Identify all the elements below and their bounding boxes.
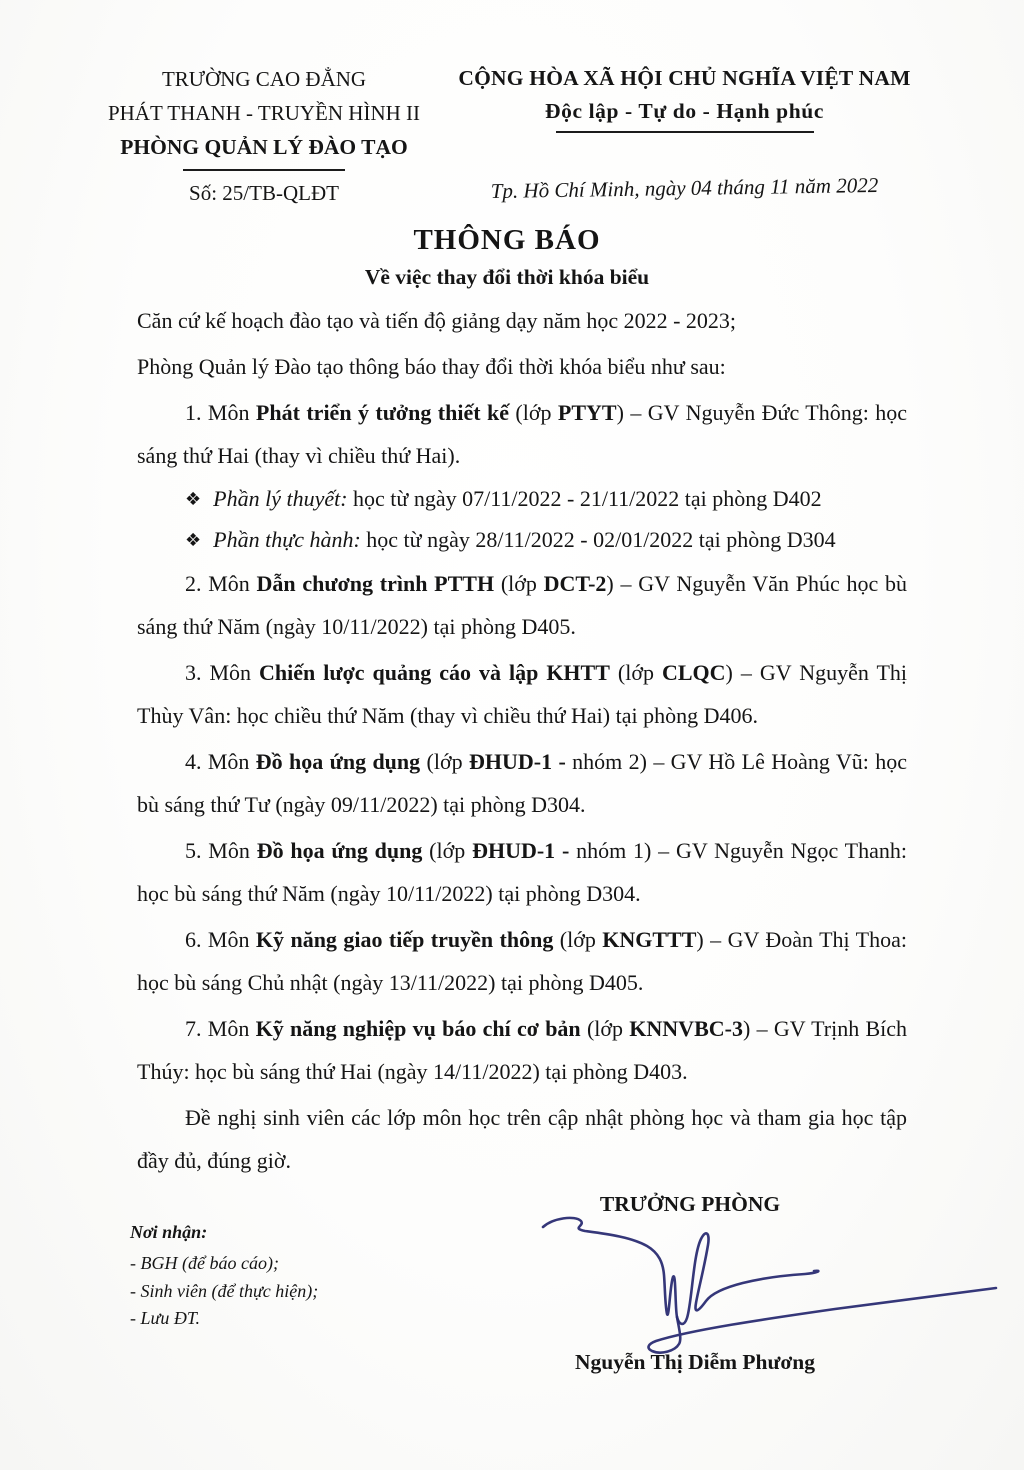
text-segment: 4. Môn: [185, 749, 256, 774]
text-segment: 3. Môn: [185, 660, 260, 685]
text-segment: (lớp: [609, 660, 662, 685]
paragraph: [137, 345, 907, 388]
text-segment: ĐHUD-1 -: [472, 838, 570, 863]
national-title: CỘNG HÒA XÃ HỘI CHỦ NGHĨA VIỆT NAM: [458, 66, 911, 90]
bullet-item: [137, 521, 907, 561]
text-segment: (lớp: [494, 571, 544, 596]
text-segment: nhóm 2) – GV Hồ Lê Hoàng Vũ: học bù sáng thứ Tư (ngày 09/11/2022) tại phòng D304.: [137, 749, 907, 817]
text-segment: Phần lý thuyết:: [213, 486, 348, 511]
place-date-line: Tp. Hồ Chí Minh, ngày 04 tháng 11 năm 2022: [490, 172, 879, 204]
text-segment: (lớp: [508, 400, 558, 425]
text-segment: 2. Môn: [185, 571, 257, 596]
paragraph: [137, 740, 907, 826]
text-segment: Phát triển ý tưởng thiết kế: [255, 400, 509, 425]
signature-stroke-upper: [543, 1218, 818, 1324]
recipient-item: - Sinh viên (để thực hiện);: [130, 1280, 319, 1301]
national-motto: Độc lập - Tự do - Hạnh phúc: [544, 99, 824, 123]
text-segment: ) – GV Nguyễn Thị Thùy Vân: học chiều thứ Năm (thay vì chiều thứ Hai) tại phòng D406.: [137, 660, 907, 728]
header-issuer-block: [90, 62, 438, 210]
motto-underline: [556, 131, 814, 133]
text-segment: Đồ họa ứng dụng: [255, 749, 421, 774]
text-segment: học từ ngày 28/11/2022 - 02/01/2022 tại phòng D304: [360, 527, 836, 552]
paragraph: [137, 562, 907, 648]
text-segment: (lớp: [420, 749, 469, 774]
document-title: THÔNG BÁO: [413, 224, 601, 256]
signature-stroke-lower: [649, 1288, 996, 1353]
recipient-item: - Lưu ĐT.: [130, 1308, 200, 1328]
text-segment: ) – GV Nguyễn Đức Thông: học sáng thứ Hai (thay vì chiều thứ Hai).: [137, 400, 908, 468]
issuer-department: PHÒNG QUẢN LÝ ĐÀO TẠO: [120, 135, 408, 159]
text-segment: 1. Môn: [185, 400, 256, 425]
text-segment: 6. Môn: [185, 927, 256, 952]
bullet-item: [137, 480, 907, 520]
issuer-underline: [183, 169, 345, 171]
title-block: [92, 221, 922, 292]
signer-name: Nguyễn Thị Diễm Phương: [574, 1350, 816, 1374]
text-segment: (lớp: [553, 927, 603, 952]
text-segment: ĐHUD-1 -: [468, 749, 566, 774]
text-segment: Phòng Quản lý Đào tạo thông báo thay đổi thời khóa biểu như sau:: [137, 354, 726, 379]
text-segment: ) – GV Trịnh Bích Thúy: học bù sáng thứ Hai (ngày 14/11/2022) tại phòng D403.: [137, 1016, 908, 1084]
paragraph: [137, 391, 907, 477]
paragraph: [137, 299, 907, 342]
document-subtitle: Về việc thay đổi thời khóa biểu: [364, 265, 650, 289]
recipient-item: - BGH (để báo cáo);: [130, 1253, 279, 1273]
text-segment: KNGTTT: [602, 927, 697, 952]
text-segment: học từ ngày 07/11/2022 - 21/11/2022 tại phòng D402: [347, 486, 822, 511]
text-segment: 7. Môn: [185, 1016, 256, 1041]
signature-image: [535, 1213, 1005, 1358]
recipients-label: Nơi nhận:: [130, 1222, 208, 1242]
text-segment: Đồ họa ứng dụng: [256, 838, 423, 863]
paragraph: [137, 829, 907, 915]
text-segment: Chiến lược quảng cáo và lập KHTT: [259, 660, 610, 685]
text-segment: Đề nghị sinh viên các lớp môn học trên cập nhật phòng học và tham gia học tập đầy đủ, đúng giờ.: [137, 1105, 907, 1173]
text-segment: (lớp: [580, 1016, 630, 1041]
text-segment: Kỹ năng giao tiếp truyền thông: [255, 927, 554, 952]
paragraph: [137, 651, 907, 737]
diamond-bullet-icon: ❖: [185, 489, 202, 510]
body-paragraphs: [137, 299, 907, 1185]
text-segment: KNNVBC-3: [629, 1016, 743, 1041]
recipients-block: [130, 1222, 318, 1333]
header-national-block: [432, 62, 937, 205]
diamond-bullet-icon: ❖: [185, 530, 202, 551]
issuer-line2: PHÁT THANH - TRUYỀN HÌNH II: [107, 101, 421, 125]
text-segment: Căn cứ kế hoạch đào tạo và tiến độ giảng dạy năm học 2022 - 2023;: [137, 308, 737, 333]
paragraph: [137, 1096, 907, 1182]
text-segment: Kỹ năng nghiệp vụ báo chí cơ bản: [255, 1016, 581, 1041]
paragraph: [137, 918, 907, 1004]
text-segment: Phần thực hành:: [213, 527, 361, 552]
paragraph: [137, 1007, 907, 1093]
document-number: Số: 25/TB-QLĐT: [189, 181, 339, 205]
text-segment: DCT-2: [543, 571, 607, 596]
text-segment: (lớp: [422, 838, 473, 863]
issuer-line1: TRƯỜNG CAO ĐẲNG: [161, 67, 367, 91]
text-segment: Dẫn chương trình PTTH: [256, 571, 495, 596]
text-segment: ) – GV Đoàn Thị Thoa: học bù sáng Chủ nhật (ngày 13/11/2022) tại phòng D405.: [137, 927, 907, 995]
signer-role: TRƯỞNG PHÒNG: [599, 1192, 781, 1216]
text-segment: PTYT: [557, 400, 617, 425]
text-segment: CLQC: [661, 660, 726, 685]
text-segment: 5. Môn: [185, 838, 257, 863]
text-segment: ) – GV Nguyễn Văn Phúc học bù sáng thứ Năm (ngày 10/11/2022) tại phòng D405.: [137, 571, 907, 639]
text-segment: nhóm 1) – GV Nguyễn Ngọc Thanh: học bù sáng thứ Năm (ngày 10/11/2022) tại phòng D304.: [137, 838, 907, 906]
